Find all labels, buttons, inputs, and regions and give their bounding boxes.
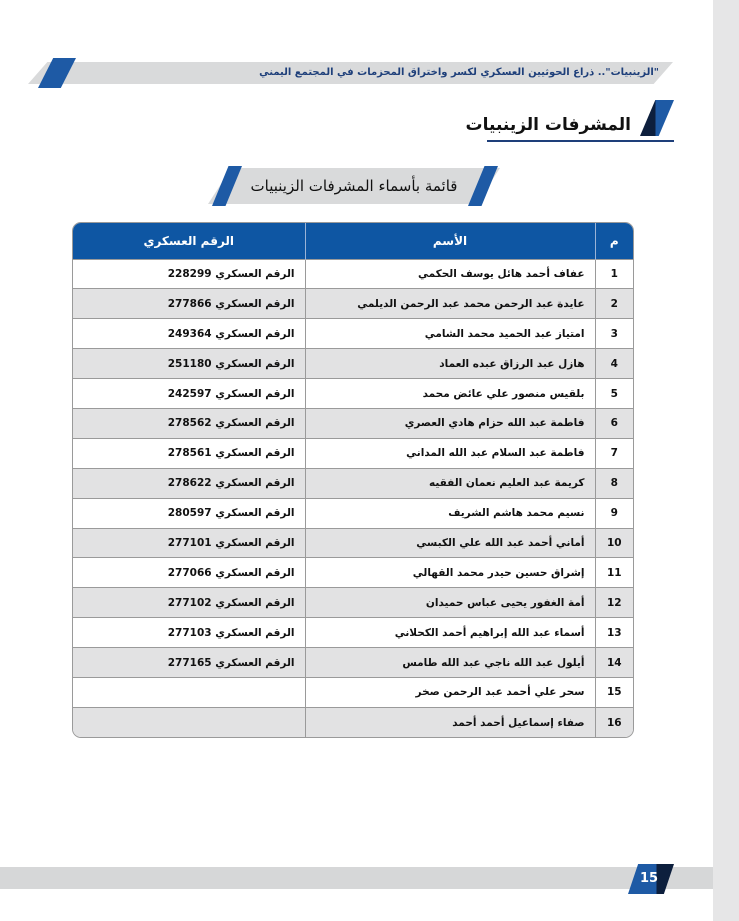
row-military-number: الرقم العسكري 278562 <box>73 408 305 438</box>
section-title-mark <box>640 100 674 136</box>
table-row <box>73 618 633 648</box>
row-military-number: الرقم العسكري 249364 <box>73 319 305 349</box>
row-name: فاطمة عبد السلام عبد الله المداني <box>305 438 595 468</box>
row-name: إشراق حسين حيدر محمد القهالي <box>305 558 595 588</box>
table-row <box>73 408 633 438</box>
row-military-number: الرقم العسكري 277066 <box>73 558 305 588</box>
header-num: م <box>595 223 633 259</box>
row-number: 5 <box>595 379 633 409</box>
table-row <box>73 558 633 588</box>
table-row <box>73 528 633 558</box>
row-military-number: الرقم العسكري 228299 <box>73 259 305 289</box>
row-number: 10 <box>595 528 633 558</box>
row-name: كريمة عبد العليم نعمان الفقيه <box>305 468 595 498</box>
page-number: 15 <box>639 871 659 886</box>
row-number: 4 <box>595 349 633 379</box>
names-table <box>72 222 634 738</box>
table-row <box>73 498 633 528</box>
table-row <box>73 468 633 498</box>
row-name: امتياز عبد الحميد محمد الشامي <box>305 319 595 349</box>
row-military-number: الرقم العسكري 277102 <box>73 588 305 618</box>
row-number: 13 <box>595 618 633 648</box>
row-military-number: الرقم العسكري 277101 <box>73 528 305 558</box>
row-military-number: الرقم العسكري 280597 <box>73 498 305 528</box>
row-name: عفاف أحمد هائل يوسف الحكمي <box>305 259 595 289</box>
table-row <box>73 438 633 468</box>
row-number: 3 <box>595 319 633 349</box>
header-name: الأسم <box>305 223 595 259</box>
table-row <box>73 289 633 319</box>
table-row <box>73 349 633 379</box>
row-number: 11 <box>595 558 633 588</box>
list-subtitle: قائمة بأسماء المشرفات الزينبيات <box>250 177 458 195</box>
running-header-title: "الزينبيات".. ذراع الحوثيين العسكري لكسر واختراق المحزمات في المجتمع اليمني <box>259 67 659 78</box>
table-row <box>73 707 633 737</box>
table-row <box>73 648 633 678</box>
row-number: 16 <box>595 707 633 737</box>
row-name: فاطمة عبد الله حزام هادي العصري <box>305 408 595 438</box>
row-military-number: الرقم العسكري 277165 <box>73 648 305 678</box>
row-number: 14 <box>595 648 633 678</box>
row-name: بلقيس منصور علي عائض محمد <box>305 379 595 409</box>
table-row <box>73 588 633 618</box>
row-name: أماني أحمد عبد الله علي الكبسي <box>305 528 595 558</box>
row-name: سحر علي أحمد عبد الرحمن صخر <box>305 677 595 707</box>
row-military-number: الرقم العسكري 278622 <box>73 468 305 498</box>
row-number: 12 <box>595 588 633 618</box>
row-military-number: الرقم العسكري 242597 <box>73 379 305 409</box>
row-name: عايدة عبد الرحمن محمد عبد الرحمن الديلمي <box>305 289 595 319</box>
table-row <box>73 677 633 707</box>
table-header-row <box>73 223 633 259</box>
row-military-number: الرقم العسكري 277103 <box>73 618 305 648</box>
row-name: أمة الغفور يحيى عباس حميدان <box>305 588 595 618</box>
table-row <box>73 259 633 289</box>
table-row <box>73 379 633 409</box>
row-number: 15 <box>595 677 633 707</box>
footer-band <box>0 867 713 889</box>
table-row <box>73 319 633 349</box>
row-military-number: الرقم العسكري 277866 <box>73 289 305 319</box>
row-number: 8 <box>595 468 633 498</box>
row-military-number: الرقم العسكري 278561 <box>73 438 305 468</box>
row-number: 9 <box>595 498 633 528</box>
row-name: أيلول عبد الله ناجي عبد الله طامس <box>305 648 595 678</box>
row-name: أسماء عبد الله إبراهيم أحمد الكحلاني <box>305 618 595 648</box>
row-military-number <box>73 707 305 737</box>
row-number: 7 <box>595 438 633 468</box>
row-number: 1 <box>595 259 633 289</box>
row-name: هازل عبد الرزاق عبده العماد <box>305 349 595 379</box>
row-military-number <box>73 677 305 707</box>
row-number: 6 <box>595 408 633 438</box>
page-edge-strip <box>713 0 739 921</box>
row-number: 2 <box>595 289 633 319</box>
row-name: نسيم محمد هاشم الشريف <box>305 498 595 528</box>
row-military-number: الرقم العسكري 251180 <box>73 349 305 379</box>
section-title: المشرفات الزينبيات <box>465 115 631 135</box>
row-name: صفاء إسماعيل أحمد أحمد <box>305 707 595 737</box>
section-title-underline <box>487 140 674 142</box>
header-military-number: الرقم العسكري <box>73 223 305 259</box>
